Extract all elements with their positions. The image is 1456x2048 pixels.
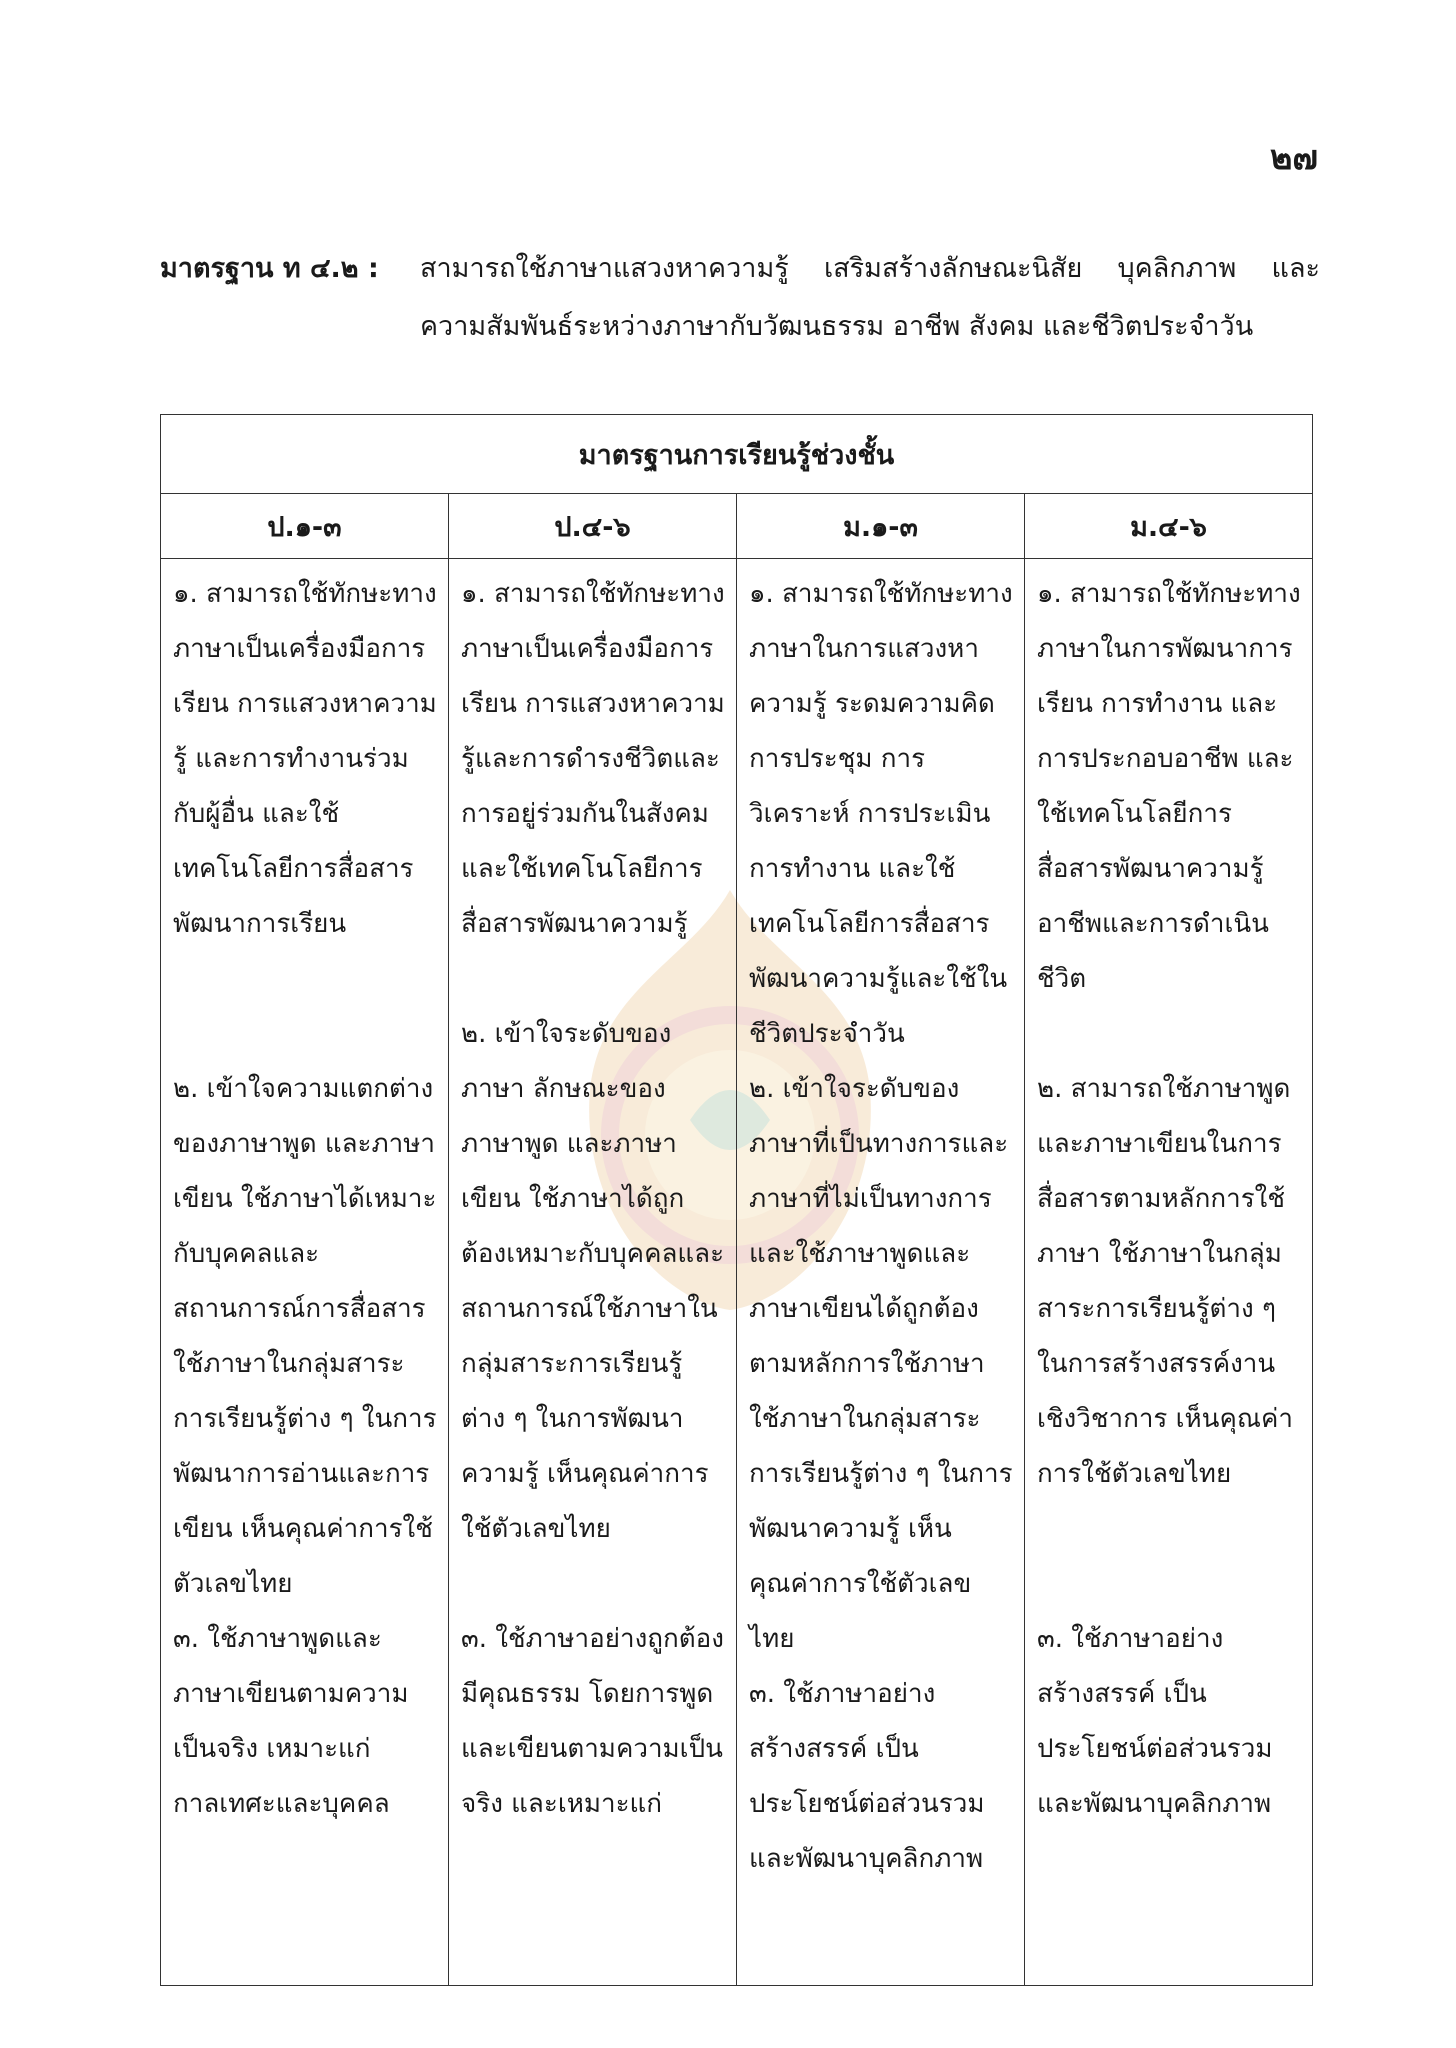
list-item: ๑. สามารถใช้ทักษะทางภาษาในการพัฒนาการเรียน การทำงาน และการประกอบอาชีพ และใช้เทคโนโลยีการสื่อสารพัฒนาความรู้ อาชีพและการดำเนินชีวิต (1037, 579, 1301, 994)
standard-text-line-2: ความสัมพันธ์ระหว่างภาษากับวัฒนธรรม อาชีพ สังคม และชีวิตประจำวัน (420, 311, 1254, 342)
list-item: ๓. ใช้ภาษาอย่างถูกต้องมีคุณธรรม โดยการพูดและเขียนตามความเป็นจริง และเหมาะแก่ (461, 1624, 724, 1819)
table-cell-m4-6 (1025, 559, 1313, 1986)
list-item: ๓. ใช้ภาษาอย่างสร้างสรรค์ เป็นประโยชน์ต่อส่วนรวมและพัฒนาบุคลิกภาพ (749, 1679, 985, 1874)
table-caption: มาตรฐานการเรียนรู้ช่วงชั้น (161, 415, 1313, 494)
page-number: ๒๗ (1270, 138, 1318, 178)
table-row (161, 559, 1313, 1986)
column-header-m1-3: ม.๑-๓ (737, 494, 1025, 559)
list-item: ๒. เข้าใจระดับของภาษาที่เป็นทางการและภาษาที่ไม่เป็นทางการและใช้ภาษาพูดและภาษาเขียนได้ถูกต้องตามหลักการใช้ภาษา ใช้ภาษาในกลุ่มสาระการเรียนรู้ต่าง ๆ ในการพัฒนาความรู้ เห็นคุณค่าการใช้ตัวเลขไทย (749, 1074, 1013, 1654)
list-item: ๑. สามารถใช้ทักษะทางภาษาเป็นเครื่องมือการเรียน การแสวงหาความรู้ และการทำงานร่วมกับผู้อื่น และใช้เทคโนโลยีการสื่อสารพัฒนาการเรียน (173, 579, 437, 939)
column-header-p1-3: ป.๑-๓ (161, 494, 449, 559)
list-item: ๒. เข้าใจความแตกต่างของภาษาพูด และภาษาเขียน ใช้ภาษาได้เหมาะกับบุคคลและสถานการณ์การสื่อสาร ใช้ภาษาในกลุ่มสาระการเรียนรู้ต่าง ๆ ในการพัฒนาการอ่านและการเขียน เห็นคุณค่าการใช้ตัวเลขไทย (173, 1074, 437, 1599)
learning-standards-table (160, 414, 1313, 1986)
table-cell-p1-3 (161, 559, 449, 1986)
list-item: ๑. สามารถใช้ทักษะทางภาษาเป็นเครื่องมือการเรียน การแสวงหาความรู้และการดำรงชีวิตและการอยู่ร่วมกันในสังคม และใช้เทคโนโลยีการสื่อสารพัฒนาความรู้ (461, 579, 725, 939)
list-item: ๒. เข้าใจระดับของภาษา ลักษณะของภาษาพูด และภาษาเขียน ใช้ภาษาได้ถูกต้องเหมาะกับบุคคลและสถานการณ์ใช้ภาษาในกลุ่มสาระการเรียนรู้ต่าง ๆ ในการพัฒนาความรู้ เห็นคุณค่าการใช้ตัวเลขไทย (461, 1019, 725, 1544)
standard-heading (160, 240, 1320, 356)
table-cell-m1-3 (737, 559, 1025, 1986)
list-item: ๑. สามารถใช้ทักษะทางภาษาในการแสวงหาความรู้ ระดมความคิด การประชุม การวิเคราะห์ การประเมิน การทำงาน และใช้เทคโนโลยีการสื่อสารพัฒนาความรู้และใช้ในชีวิตประจำวัน (749, 579, 1013, 1049)
table-cell-p4-6 (449, 559, 737, 1986)
standard-line-2 (160, 298, 1320, 356)
standard-text-line-1: สามารถใช้ภาษาแสวงหาความรู้ เสริมสร้างลักษณะนิสัย บุคลิกภาพ และ (420, 253, 1320, 284)
column-header-p4-6: ป.๔-๖ (449, 494, 737, 559)
standard-label: มาตรฐาน ท ๔.๒ : (160, 253, 379, 284)
list-item: ๒. สามารถใช้ภาษาพูดและภาษาเขียนในการสื่อสารตามหลักการใช้ภาษา ใช้ภาษาในกลุ่มสาระการเรียนรู้ต่าง ๆ ในการสร้างสรรค์งานเชิงวิชาการ เห็นคุณค่าการใช้ตัวเลขไทย (1037, 1074, 1293, 1489)
list-item: ๓. ใช้ภาษาพูดและภาษาเขียนตามความเป็นจริง เหมาะแก่กาลเทศะและบุคคล (173, 1624, 409, 1819)
column-header-m4-6: ม.๔-๖ (1025, 494, 1313, 559)
list-item: ๓. ใช้ภาษาอย่างสร้างสรรค์ เป็นประโยชน์ต่อส่วนรวมและพัฒนาบุคลิกภาพ (1037, 1624, 1273, 1819)
standard-line-1 (160, 240, 1320, 298)
